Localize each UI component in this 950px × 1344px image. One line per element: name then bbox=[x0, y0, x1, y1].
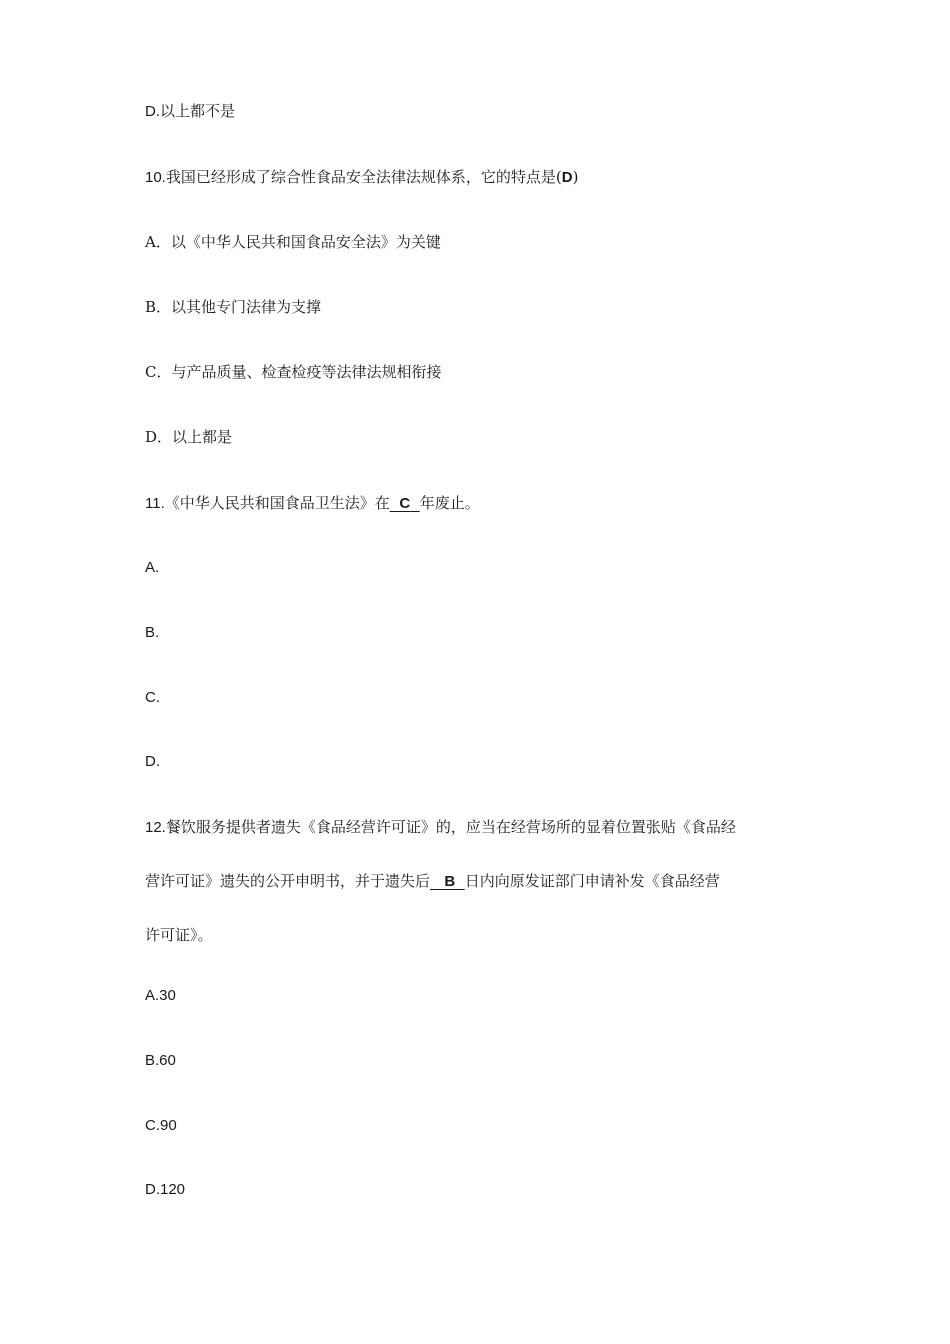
q11-option-b: B. bbox=[145, 624, 160, 641]
q10-number: 10. bbox=[145, 169, 166, 186]
q12-line2-before: 营许可证》遗失的公开申明书，并于遗失后 bbox=[145, 872, 431, 890]
q10-answer: D bbox=[561, 169, 573, 186]
q12-option-b: B.60 bbox=[145, 1052, 176, 1069]
q11-stem bbox=[145, 493, 480, 514]
q11-option-c: C. bbox=[145, 689, 160, 706]
q12-option-c: C.90 bbox=[145, 1117, 177, 1134]
q11-number: 11. bbox=[145, 495, 165, 512]
q12-line1: 餐饮服务提供者遗失《食品经营许可证》的，应当在经营场所的显着位置张贴《食品经 bbox=[165, 818, 736, 836]
q11-option-d: D. bbox=[145, 753, 160, 770]
q12-number: 12. bbox=[145, 819, 166, 836]
q11-blank-left bbox=[390, 494, 400, 512]
q12-stem-line1 bbox=[145, 817, 736, 838]
q12-stem-line2 bbox=[145, 871, 720, 892]
q11-blank-right bbox=[410, 494, 420, 512]
q12-blank-left bbox=[430, 872, 444, 890]
q12-stem-line3: 许可证》。 bbox=[145, 926, 213, 944]
q12-option-a: A.30 bbox=[145, 987, 176, 1004]
q11-text-before: 《中华人民共和国食品卫生法》在 bbox=[164, 494, 390, 512]
q9-option-d: D.以上都不是 bbox=[145, 103, 236, 120]
q10-option-c: C．与产品质量、检查检疫等法律法规相衔接 bbox=[145, 363, 442, 381]
q10-text-after: ) bbox=[572, 168, 579, 186]
q10-text-before: 我国已经形成了综合性食品安全法律法规体系，它的特点是( bbox=[165, 168, 562, 186]
q10-stem bbox=[145, 167, 578, 188]
q10-option-b: B．以其他专门法律为支撑 bbox=[145, 298, 322, 316]
q11-answer: C bbox=[399, 495, 411, 512]
q12-blank-right bbox=[455, 872, 465, 890]
q11-option-a: A. bbox=[145, 559, 160, 576]
q12-line2-after: 日内向原发证部门申请补发《食品经营 bbox=[464, 872, 720, 890]
q11-text-after: 年废止。 bbox=[419, 494, 480, 512]
q12-option-d: D.120 bbox=[145, 1181, 186, 1198]
q10-option-d: D．以上都是 bbox=[145, 428, 233, 446]
q12-answer: B bbox=[444, 873, 456, 890]
q10-option-a: A．以《中华人民共和国食品安全法》为关键 bbox=[145, 233, 441, 251]
